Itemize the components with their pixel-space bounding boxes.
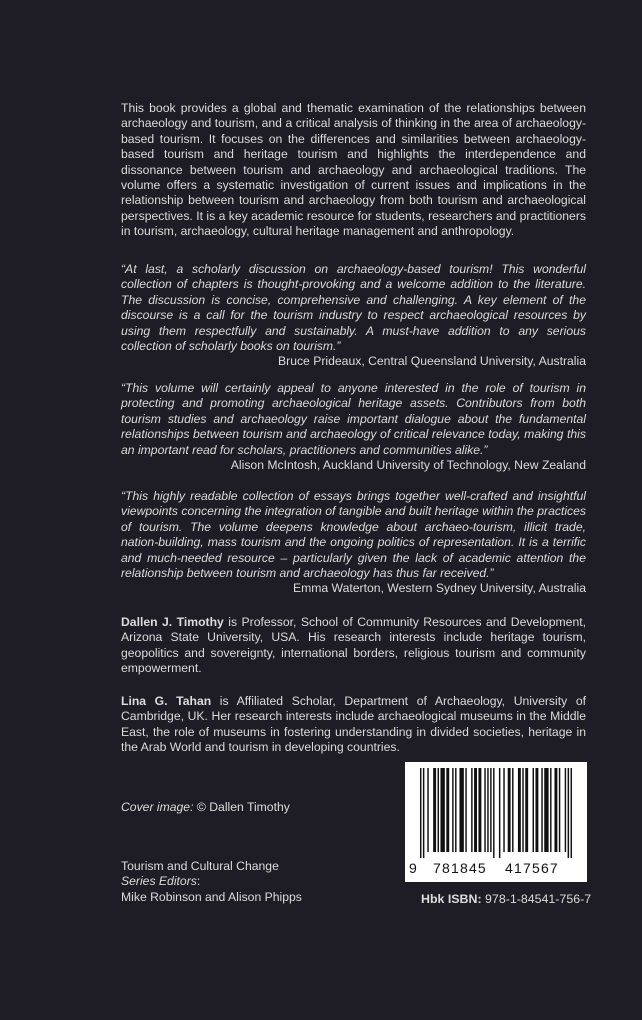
barcode-bar xyxy=(559,768,560,852)
series-info xyxy=(121,859,302,905)
series-editors: Mike Robinson and Alison Phipps xyxy=(121,889,302,904)
barcode-bar xyxy=(568,768,569,858)
review-author: Alison McIntosh, Auckland University of Technology, New Zealand xyxy=(230,458,586,473)
barcode-bar xyxy=(525,768,528,852)
barcode-bar xyxy=(535,768,538,852)
editor-bio-timothy xyxy=(121,615,586,677)
editor-bio: is Professor, School of Community Resources and Development, Arizona State University, USA. His research interests include heritage tourism, geopolitics and sovereignty, international borders, religious tourism and community empowerment. xyxy=(121,615,586,676)
barcode-bar xyxy=(427,768,428,852)
barcode-bars xyxy=(420,768,572,858)
barcode-bar xyxy=(544,768,548,852)
series-name: Tourism and Cultural Change xyxy=(121,859,279,873)
barcode-bar xyxy=(420,768,421,858)
editor-bio: is Affiliated Scholar, Department of Archaeology, University of Cambridge, UK. Her research interests include archaeological museums in the Middle East, the role of museums in fostering understanding in divided societies, heritage in the Arab World and tourism in developing countries. xyxy=(121,694,586,755)
book-description: This book provides a global and thematic examination of the relationships between archaeology and tourism, and a critical analysis of thinking in the area of archaeology-based tourism. It focuses on the differences and similarities between archaeology-based tourism and heritage tourism and highlights the interdependence and dissonance between tourism and archaeology and archaeological traditions. The volume offers a systematic investigation of current issues and implications in the relationship between tourism and archaeology from both tourism and archaeological perspectives. It is a key academic resource for students, researchers and practitioners in tourism, archaeology, cultural heritage management and anthropology. xyxy=(121,101,586,239)
barcode-bar xyxy=(508,768,511,852)
barcode-bar xyxy=(493,768,494,858)
barcode-bar xyxy=(465,768,466,852)
barcode-bar xyxy=(455,768,456,852)
barcode-bar xyxy=(541,768,542,852)
barcode-bar xyxy=(512,768,513,852)
barcode-bar xyxy=(533,768,534,852)
barcode-bar xyxy=(522,768,523,852)
editor-bio-tahan xyxy=(121,694,586,756)
editor-name: Lina G. Tahan xyxy=(121,694,212,708)
series-editors-label: Series Editors xyxy=(121,874,197,889)
barcode-bar xyxy=(499,768,500,858)
review-quote: “At last, a scholarly discussion on archaeology-based tourism! This wonderful collection of chapters is thought-provoking and a welcome addition to the literature. The discussion is concise, comprehensive and challenging. A key element of the discourse is a call for the tourism industry to respect archaeological resources by using them respectfully and sustainably. A must-have addition to any serious collection of scholarly books on tourism.” xyxy=(121,262,586,354)
series-editors-colon: : xyxy=(196,874,201,889)
cover-image-label: Cover image: xyxy=(121,800,194,814)
barcode-bar xyxy=(571,768,572,858)
review-1 xyxy=(121,262,586,370)
editor-name: Dallen J. Timothy xyxy=(121,615,224,629)
review-quote: “This highly readable collection of essays brings together well-crafted and insightful viewpoints concerning the integration of tangible and built heritage within the practices of tourism. The volume deepens knowledge about archaeo-tourism, illicit trade, nation-building, mass tourism and the ongoing politics of representation. It is a terrific and much-needed resource – particularly given the lack of academic attention the relationship between tourism and archaeology has thus far received.” xyxy=(121,489,586,581)
barcode-bar xyxy=(471,768,472,852)
review-quote: “This volume will certainly appeal to anyone interested in the role of tourism in protecting and promoting archaeological heritage assets. Contributors from both tourism studies and archaeology raise important dialogue about the fundamental relationships between tourism and archaeology of critical relevance today, making this an important read for scholars, practitioners and communities alike.” xyxy=(121,381,586,457)
barcode-bar xyxy=(438,768,439,852)
barcode-bar xyxy=(490,768,491,852)
barcode-bar xyxy=(565,768,566,852)
barcode-digits-left: 781845 xyxy=(433,860,487,876)
barcode-bar xyxy=(484,768,485,852)
barcode-bar xyxy=(474,768,477,852)
cover-image-credit-text: © Dallen Timothy xyxy=(193,800,290,814)
barcode xyxy=(405,762,587,882)
barcode-bar xyxy=(478,768,481,852)
review-3 xyxy=(121,489,586,597)
barcode-digit-first: 9 xyxy=(409,860,418,876)
barcode-bar xyxy=(446,768,449,852)
cover-image-credit xyxy=(121,800,290,815)
isbn-label: Hbk ISBN: xyxy=(421,892,482,906)
barcode-bar xyxy=(433,768,436,852)
barcode-digits-right: 417567 xyxy=(505,860,559,876)
isbn-value: 978-1-84541-756-7 xyxy=(481,892,592,906)
review-2 xyxy=(121,381,586,473)
barcode-bar xyxy=(503,768,504,852)
isbn xyxy=(421,892,591,907)
barcode-bar xyxy=(487,768,488,852)
review-author: Bruce Prideaux, Central Queensland University, Australia xyxy=(278,354,586,369)
barcode-bar xyxy=(554,768,557,852)
barcode-bar xyxy=(452,768,453,852)
barcode-bar xyxy=(423,768,424,858)
review-author: Emma Waterton, Western Sydney University, Australia xyxy=(292,581,586,596)
barcode-bar xyxy=(518,768,521,852)
barcode-bar xyxy=(550,768,551,852)
barcode-bar xyxy=(459,768,463,852)
barcode-bar xyxy=(440,768,444,852)
